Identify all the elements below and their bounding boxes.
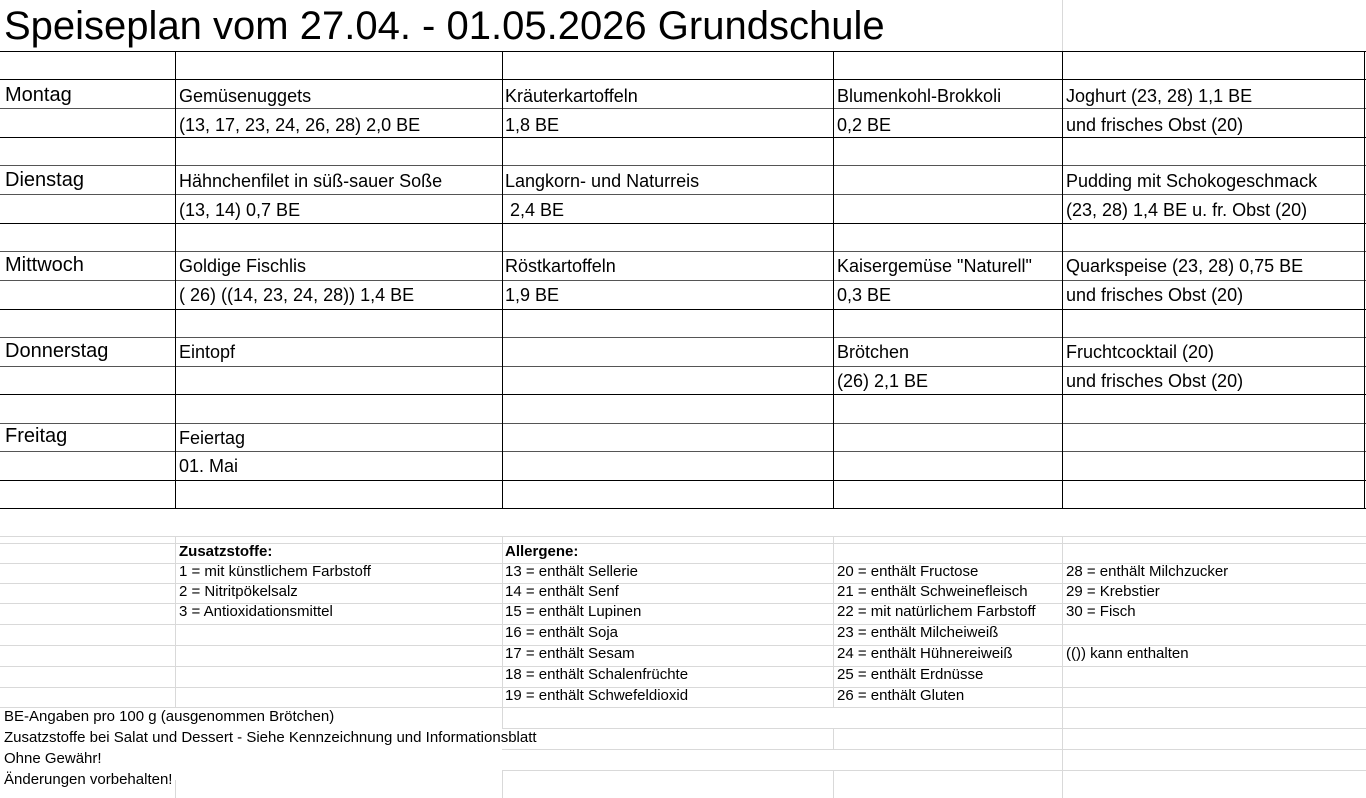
allergen-item: 19 = enthält Schwefeldioxid [505,687,689,704]
vegetable-info: 0,3 BE [837,285,892,305]
side-dish: Kräuterkartoffeln [505,86,638,106]
side-dish-info: 1,9 BE [505,285,560,305]
main-dish-info: (13, 17, 23, 24, 26, 28) 2,0 BE [179,115,421,135]
allergen-item: 29 = Krebstier [1066,583,1160,600]
side-dish-info: 2,4 BE [510,200,565,220]
vegetable: Blumenkohl-Brokkoli [837,86,1002,106]
dessert: Fruchtcocktail (20) [1066,342,1215,362]
allergen-item: 17 = enthält Sesam [505,645,635,662]
allergen-item: 15 = enthält Lupinen [505,603,642,620]
additive-item: 2 = Nitritpökelsalz [179,583,298,600]
allergen-item: 18 = enthält Schalenfrüchte [505,666,689,683]
vegetable: Kaisergemüse "Naturell" [837,256,1032,276]
allergen-item: 22 = mit natürlichem Farbstoff [837,603,1036,620]
main-dish: Gemüsenuggets [179,86,312,106]
day-wednesday: Mittwoch [5,254,84,276]
allergen-item: 13 = enthält Sellerie [505,563,639,580]
main-dish: Eintopf [179,342,236,362]
allergen-item: 30 = Fisch [1066,603,1136,620]
additives-heading: Zusatzstoffe: [179,543,273,560]
allergen-item: 23 = enthält Milcheiweiß [837,624,999,641]
allergen-item: 21 = enthält Schweinefleisch [837,583,1028,600]
main-dish-info: (13, 14) 0,7 BE [179,200,301,220]
main-dish-info: ( 26) ((14, 23, 24, 28)) 1,4 BE [179,285,415,305]
allergen-item: 16 = enthält Soja [505,624,619,641]
allergen-item: 25 = enthält Erdnüsse [837,666,984,683]
side-dish: Langkorn- und Naturreis [505,171,700,191]
dessert-info: und frisches Obst (20) [1066,371,1244,391]
vegetable: Brötchen [837,342,910,362]
additive-item: 3 = Antioxidationsmittel [179,603,333,620]
day-monday: Montag [5,84,72,106]
day-thursday: Donnerstag [5,340,109,362]
note-changes-reserved: Änderungen vorbehalten! [4,771,173,788]
main-dish: Feiertag [179,428,246,448]
dessert: Pudding mit Schokogeschmack [1066,171,1318,191]
dessert-info: und frisches Obst (20) [1066,285,1244,305]
note-be: BE-Angaben pro 100 g (ausgenommen Brötchen) [4,708,335,725]
allergen-item: 28 = enthält Milchzucker [1066,563,1229,580]
page-title: Speiseplan vom 27.04. - 01.05.2026 Grundschule [4,4,885,48]
allergen-item: 26 = enthält Gluten [837,687,965,704]
allergen-item: 14 = enthält Senf [505,583,619,600]
vegetable-info: (26) 2,1 BE [837,371,929,391]
allergen-item: 20 = enthält Fructose [837,563,979,580]
side-dish: Röstkartoffeln [505,256,616,276]
day-tuesday: Dienstag [5,169,84,191]
additive-item: 1 = mit künstlichem Farbstoff [179,563,371,580]
may-contain-note: (()) kann enthalten [1066,645,1189,662]
side-dish-info: 1,8 BE [505,115,560,135]
day-friday: Freitag [5,425,68,447]
dessert-info: (23, 28) 1,4 BE u. fr. Obst (20) [1066,200,1308,220]
dessert-info: und frisches Obst (20) [1066,115,1244,135]
vegetable-info: 0,2 BE [837,115,892,135]
main-dish-info: 01. Mai [179,456,239,476]
dessert: Quarkspeise (23, 28) 0,75 BE [1066,256,1304,276]
note-additives: Zusatzstoffe bei Salat und Dessert - Siehe Kennzeichnung und Informationsblatt [4,729,537,746]
allergens-heading: Allergene: [505,543,579,560]
main-dish: Hähnchenfilet in süß-sauer Soße [179,171,443,191]
dessert: Joghurt (23, 28) 1,1 BE [1066,86,1253,106]
allergen-item: 24 = enthält Hühnereiweiß [837,645,1013,662]
main-dish: Goldige Fischlis [179,256,307,276]
note-no-guarantee: Ohne Gewähr! [4,750,102,767]
